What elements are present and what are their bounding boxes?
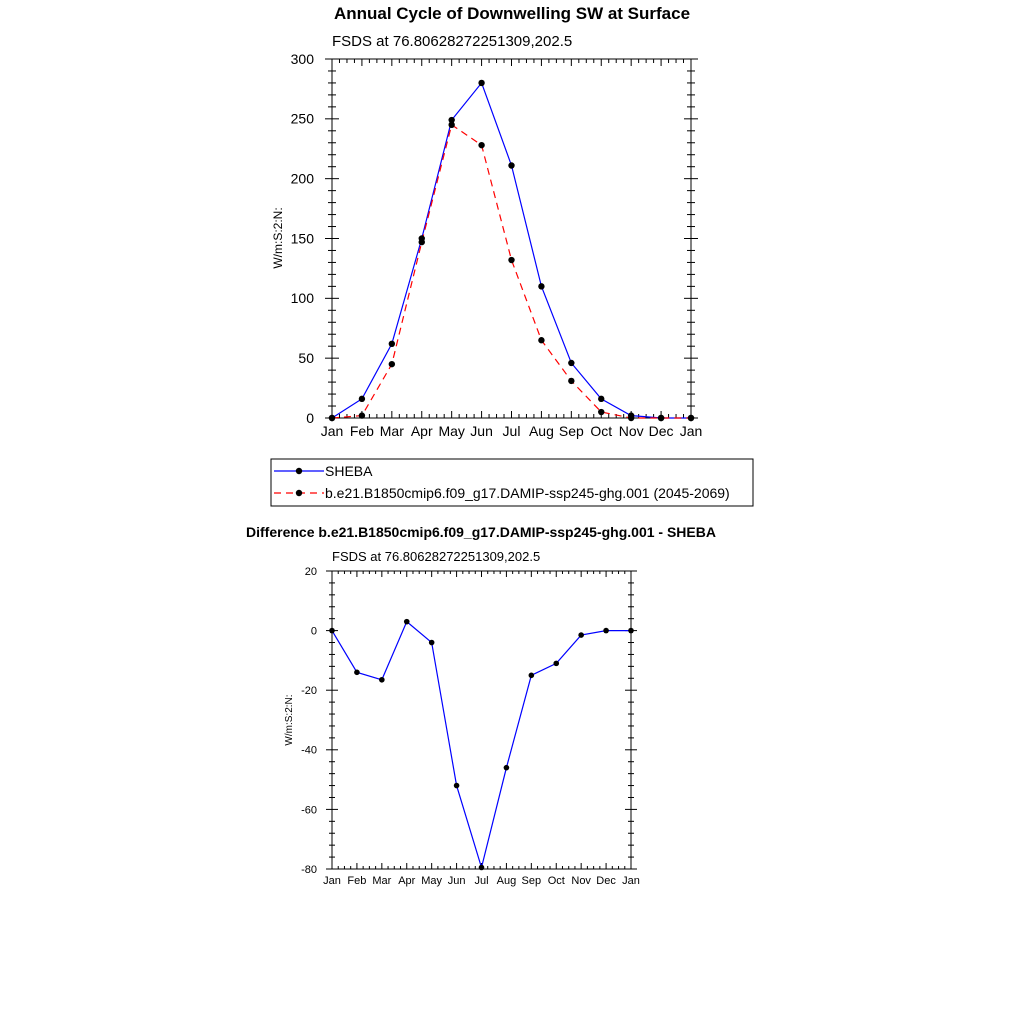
chart1-series-0-point [359, 396, 365, 402]
chart1-x-tick-label: Aug [528, 423, 554, 439]
chart2-series-0-point [404, 619, 410, 625]
chart1-y-tick-label: 0 [306, 409, 314, 426]
chart1-series-1-point [508, 257, 514, 263]
chart2-series-0-point [603, 628, 609, 634]
chart1-y-tick-label: 100 [290, 290, 314, 307]
chart1-x-tick-label: Apr [410, 423, 433, 439]
chart2-x-tick-label: Mar [372, 875, 392, 887]
chart1-x-tick-label: Oct [590, 423, 613, 439]
chart1-series-0-point [508, 162, 514, 168]
chart2-x-tick-label: Nov [571, 875, 591, 887]
chart2-series-line-0 [332, 622, 631, 868]
chart1-series-0-point [389, 341, 395, 347]
chart1-y-tick-label: 50 [298, 350, 314, 367]
chart1-series-1-point [448, 122, 454, 128]
chart1-y-tick-label: 300 [290, 50, 314, 67]
chart2-x-tick-label: Dec [596, 875, 616, 887]
chart2-y-tick-label: -80 [301, 863, 317, 876]
chart1-series-1-point [658, 415, 664, 421]
chart2-series-0-point [379, 677, 385, 683]
chart1-series-1-point [329, 415, 335, 421]
chart1-series-1-point [568, 378, 574, 384]
chart1-series-1-point [389, 361, 395, 367]
chart1-x-tick-label: Dec [648, 423, 674, 439]
chart1-x-tick-label: May [438, 423, 465, 439]
chart1-x-tick-label: Nov [618, 423, 644, 439]
chart1-y-axis-label: W/m:S:2:N: [271, 207, 285, 269]
chart1-x-tick-label: Jul [502, 423, 521, 439]
chart1-y-tick-label: 250 [290, 110, 314, 127]
chart2-series-0-point [504, 765, 510, 771]
chart1-frame [332, 59, 691, 418]
chart2-y-tick-label: 20 [304, 565, 317, 578]
chart1-series-1-point [688, 415, 694, 421]
chart2-x-tick-label: Oct [547, 875, 565, 887]
chart2-plot [301, 566, 640, 887]
chart1-series-line-0 [332, 83, 691, 418]
legend-label-sheba: SHEBA [325, 463, 373, 479]
chart2-series-0-point [529, 673, 535, 679]
legend-marker-model [296, 490, 302, 496]
chart2-x-tick-label: Jun [447, 875, 466, 887]
chart2-title: Difference b.e21.B1850cmip6.f09_g17.DAMIP-ssp245-ghg.001 - SHEBA [246, 524, 716, 540]
legend-marker-sheba [296, 468, 302, 474]
chart1-series-1-point [598, 409, 604, 415]
chart2-series-0-point [479, 865, 485, 871]
chart1-legend [271, 459, 753, 506]
chart2-series-0-point [628, 628, 634, 634]
chart2-x-tick-label: Feb [347, 875, 367, 887]
chart2-y-axis-label: W/m:S:2:N: [284, 694, 295, 746]
chart2-series-0-point [454, 783, 460, 789]
chart2-y-tick-label: -60 [301, 804, 317, 817]
chart1-series-0-point [478, 80, 484, 86]
chart2-subtitle: FSDS at 76.80628272251309,202.5 [332, 549, 541, 564]
chart1-series-0-point [598, 396, 604, 402]
chart2-y-tick-label: -20 [301, 685, 317, 698]
chart2-x-tick-label: Jan [323, 875, 341, 887]
chart1-series-1-point [538, 337, 544, 343]
chart1-subtitle: FSDS at 76.80628272251309,202.5 [332, 33, 573, 50]
chart1-series-1-point [478, 142, 484, 148]
chart1-x-tick-label: Jan [679, 423, 703, 439]
chart1-x-tick-label: Sep [558, 423, 584, 439]
chart1-x-tick-label: Jun [470, 423, 493, 439]
legend-label-model: b.e21.B1850cmip6.f09_g17.DAMIP-ssp245-ghg.001 (2045-2069) [325, 485, 730, 501]
chart2-x-tick-label: Aug [496, 875, 517, 887]
chart2-x-tick-label: Apr [398, 875, 416, 887]
chart2-series-0-point [553, 661, 559, 667]
chart1-series-1-point [359, 412, 365, 418]
chart1-series-line-1 [332, 125, 691, 418]
chart2-y-tick-label: 0 [310, 625, 317, 638]
chart2-series-0-point [429, 640, 435, 646]
chart1-y-tick-label: 150 [290, 230, 314, 247]
chart2-frame [332, 571, 631, 869]
chart2-x-tick-label: Jan [622, 875, 640, 887]
chart2-y-tick-label: -40 [301, 744, 317, 757]
chart2-x-tick-label: May [421, 875, 443, 887]
chart1-series-1-point [419, 239, 425, 245]
chart1-y-tick-label: 200 [290, 170, 314, 187]
chart1-series-1-point [628, 415, 634, 421]
chart2-x-tick-label: Jul [474, 875, 489, 887]
chart1-x-tick-label: Jan [320, 423, 344, 439]
chart1-plot [291, 51, 703, 439]
chart1-series-0-point [538, 283, 544, 289]
chart2-series-0-point [329, 628, 335, 634]
chart1-title: Annual Cycle of Downwelling SW at Surface [333, 4, 691, 23]
chart1-x-tick-label: Mar [379, 423, 404, 439]
chart1-series-0-point [568, 360, 574, 366]
chart2-x-tick-label: Sep [521, 875, 542, 887]
chart1-x-tick-label: Feb [349, 423, 374, 439]
chart2-series-0-point [354, 670, 360, 676]
chart2-series-0-point [578, 632, 584, 638]
